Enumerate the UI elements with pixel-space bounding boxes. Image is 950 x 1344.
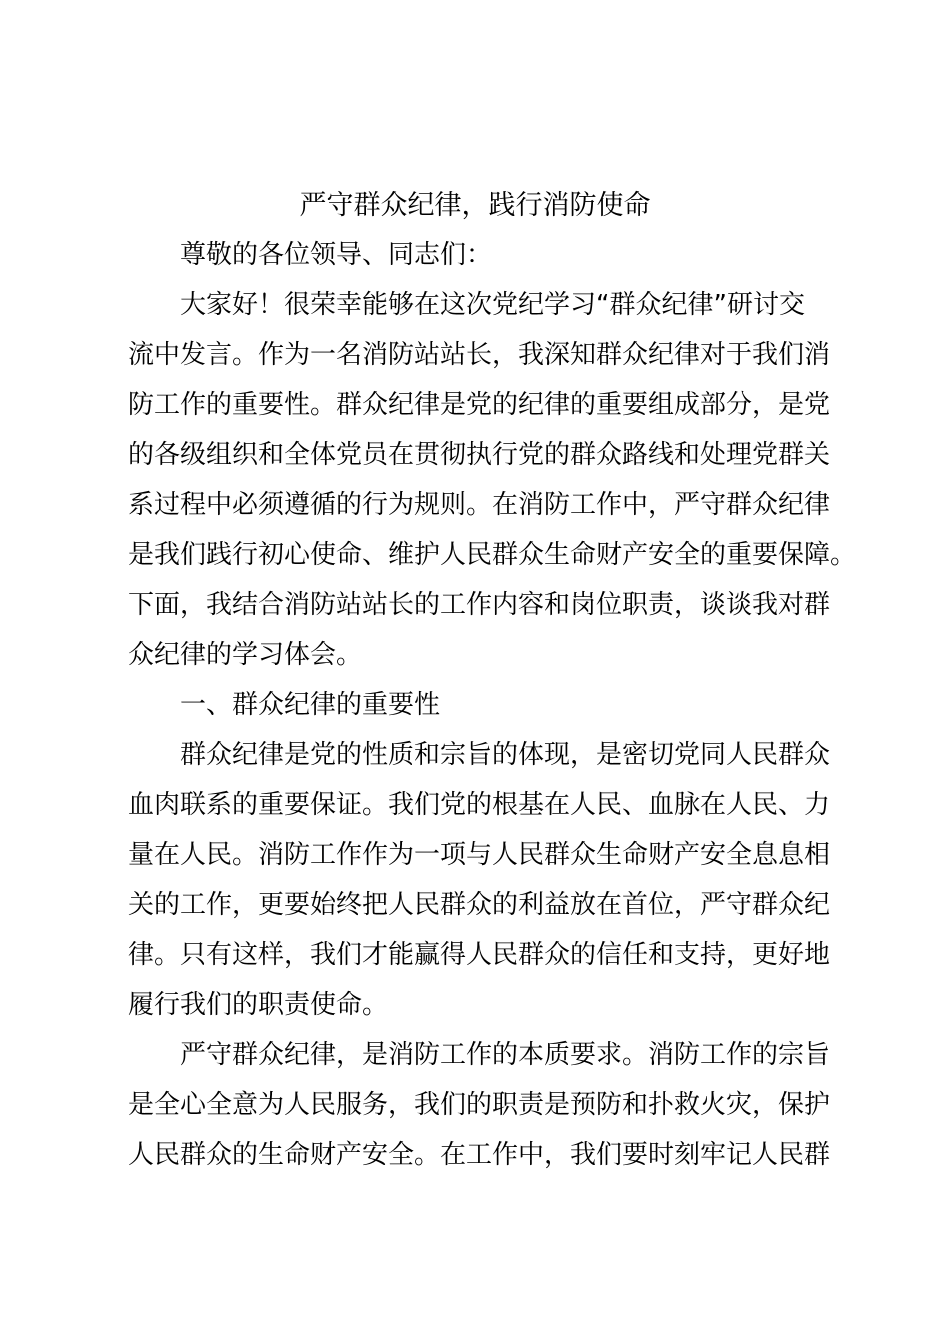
intro-line: 众纪律的学习体会。	[128, 640, 363, 670]
intro-line: 下面，我结合消防站站长的工作内容和岗位职责，谈谈我对群	[128, 590, 831, 620]
paragraph-line: 血肉联系的重要保证。我们党的根基在人民、血脉在人民、力	[128, 790, 831, 820]
paragraph-line: 履行我们的职责使命。	[128, 990, 389, 1020]
paragraph-line: 群众纪律是党的性质和宗旨的体现，是密切党同人民群众	[180, 740, 831, 770]
document-title: 严守群众纪律，践行消防使命	[299, 190, 651, 221]
paragraph-line: 是全心全意为人民服务，我们的职责是预防和扑救火灾，保护	[128, 1090, 831, 1120]
paragraph-line: 量在人民。消防工作作为一项与人民群众生命财产安全息息相	[128, 840, 831, 870]
salutation: 尊敬的各位领导、同志们：	[180, 240, 493, 270]
intro-line: 流中发言。作为一名消防站站长，我深知群众纪律对于我们消	[128, 340, 831, 370]
paragraph-line: 律。只有这样，我们才能赢得人民群众的信任和支持，更好地	[128, 940, 831, 970]
intro-line: 系过程中必须遵循的行为规则。在消防工作中，严守群众纪律	[128, 490, 831, 520]
paragraph-line: 严守群众纪律，是消防工作的本质要求。消防工作的宗旨	[180, 1040, 831, 1070]
intro-line: 的各级组织和全体党员在贯彻执行党的群众路线和处理党群关	[128, 440, 831, 470]
intro-line: 是我们践行初心使命、维护人民群众生命财产安全的重要保障。	[128, 540, 857, 570]
paragraph-line: 人民群众的生命财产安全。在工作中，我们要时刻牢记人民群	[128, 1140, 831, 1170]
intro-line: 大家好！很荣幸能够在这次党纪学习“群众纪律”研讨交	[180, 290, 805, 320]
paragraph-line: 关的工作，更要始终把人民群众的利益放在首位，严守群众纪	[128, 890, 831, 920]
section-heading: 一、群众纪律的重要性	[180, 690, 441, 720]
intro-line: 防工作的重要性。群众纪律是党的纪律的重要组成部分，是党	[128, 390, 831, 420]
